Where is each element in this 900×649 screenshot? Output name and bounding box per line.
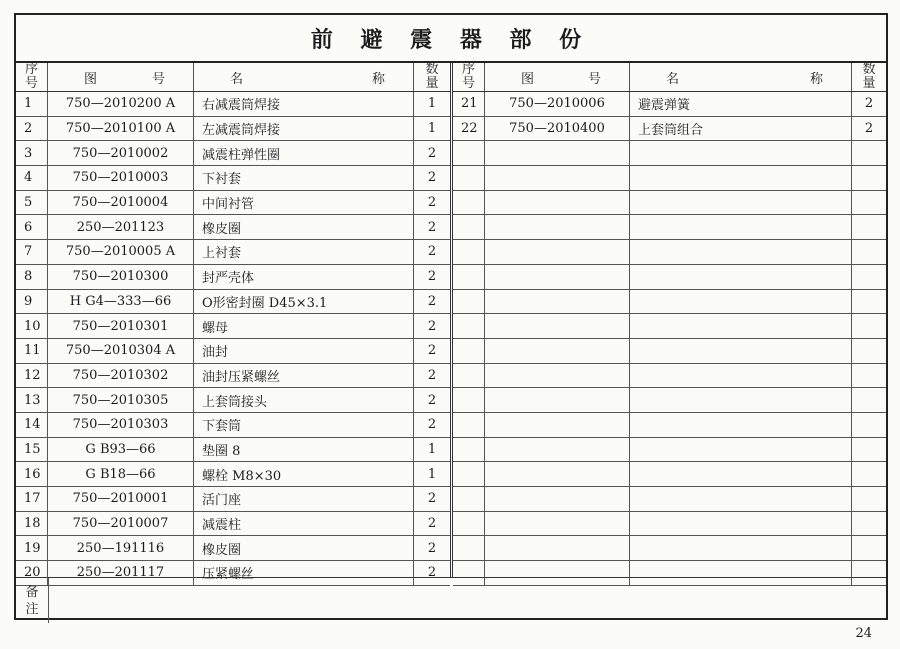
cell-drawing-no: 250—191116 (48, 536, 194, 560)
cell-seq (453, 290, 485, 314)
cell-qty (852, 265, 886, 289)
table-row (453, 290, 886, 315)
cell-name (630, 339, 852, 363)
parts-table-left (16, 63, 453, 583)
cell-seq: 11 (16, 339, 48, 363)
table-row (453, 240, 886, 265)
cell-seq (453, 413, 485, 437)
table-row (16, 215, 450, 240)
cell-name (630, 364, 852, 388)
cell-qty: 2 (427, 145, 437, 161)
cell-seq: 16 (16, 462, 48, 486)
page-number: 24 (855, 626, 872, 641)
header-drawing-no: 图 号 (48, 63, 194, 91)
cell-qty: 1 (427, 96, 437, 112)
cell-seq: 19 (16, 536, 48, 560)
cell-drawing-no: 750—2010001 (48, 487, 194, 511)
cell-drawing-no: 750—2010303 (48, 413, 194, 437)
cell-name: 下套筒 (194, 413, 414, 437)
cell-name: 下衬套 (194, 166, 414, 190)
cell-drawing-no: 750—2010304 A (48, 339, 194, 363)
cell-drawing-no: 250—201123 (48, 215, 194, 239)
cell-name: 橡皮圈 (194, 536, 414, 560)
table-row (453, 536, 886, 561)
cell-name (630, 487, 852, 511)
cell-drawing-no (485, 462, 630, 486)
cell-drawing-no: G B93—66 (48, 438, 194, 462)
cell-seq: 5 (16, 191, 48, 215)
cell-drawing-no (485, 413, 630, 437)
cell-qty: 1 (427, 466, 437, 482)
cell-drawing-no: 750—2010005 A (48, 240, 194, 264)
cell-name (630, 438, 852, 462)
table-row (16, 487, 450, 512)
cell-drawing-no (485, 215, 630, 239)
table-row (16, 141, 450, 166)
cell-seq (453, 462, 485, 486)
cell-drawing-no (485, 290, 630, 314)
cell-qty: 2 (427, 318, 437, 334)
cell-name: 左减震筒焊接 (194, 117, 414, 141)
cell-seq (453, 314, 485, 338)
cell-seq: 12 (16, 364, 48, 388)
table-row (16, 117, 450, 142)
table-row (453, 364, 886, 389)
cell-seq: 22 (453, 117, 485, 141)
cell-seq (453, 265, 485, 289)
header-qty: 数 量 (425, 63, 439, 91)
cell-name: 封严壳体 (194, 265, 414, 289)
cell-seq (453, 141, 485, 165)
table-row (16, 536, 450, 561)
cell-name (630, 240, 852, 264)
cell-seq (453, 512, 485, 536)
cell-name: 油封 (194, 339, 414, 363)
cell-qty: 1 (427, 121, 437, 137)
cell-name: O形密封圈 D45×3.1 (194, 290, 414, 314)
table-row (453, 339, 886, 364)
cell-name (630, 290, 852, 314)
table-row (16, 265, 450, 290)
cell-drawing-no: 750—2010003 (48, 166, 194, 190)
remarks-label: 备 注 (16, 578, 49, 623)
cell-qty (852, 487, 886, 511)
cell-drawing-no (485, 240, 630, 264)
table-row (16, 290, 450, 315)
cell-seq: 8 (16, 265, 48, 289)
cell-qty: 2 (864, 121, 874, 137)
cell-qty (852, 240, 886, 264)
cell-seq (453, 388, 485, 412)
cell-qty: 2 (427, 367, 437, 383)
cell-name (630, 413, 852, 437)
cell-name (630, 215, 852, 239)
table-header (453, 63, 886, 92)
table-row (453, 117, 886, 142)
table-row (16, 240, 450, 265)
cell-seq: 21 (453, 92, 485, 116)
cell-seq: 13 (16, 388, 48, 412)
table-row (16, 388, 450, 413)
table-row (453, 388, 886, 413)
cell-seq (453, 536, 485, 560)
cell-qty (852, 536, 886, 560)
table-row (453, 166, 886, 191)
table-row (16, 512, 450, 537)
parts-table-right (453, 63, 886, 577)
cell-drawing-no (485, 166, 630, 190)
cell-drawing-no: 750—2010305 (48, 388, 194, 412)
table-row (16, 92, 450, 117)
cell-drawing-no (485, 536, 630, 560)
cell-qty: 2 (427, 417, 437, 433)
cell-qty: 2 (427, 195, 437, 211)
cell-seq: 2 (16, 117, 48, 141)
cell-qty (852, 166, 886, 190)
cell-drawing-no: 750—2010002 (48, 141, 194, 165)
cell-name (630, 314, 852, 338)
table-body-left (16, 92, 450, 586)
cell-drawing-no: 750—2010400 (485, 117, 630, 141)
page-title: 前 避 震 器 部 份 (16, 15, 886, 63)
table-row (453, 215, 886, 240)
table-row (16, 364, 450, 389)
cell-name: 上套筒接头 (194, 388, 414, 412)
cell-drawing-no: 750—2010007 (48, 512, 194, 536)
cell-qty: 2 (427, 244, 437, 260)
remarks-text (49, 578, 886, 623)
cell-seq (453, 166, 485, 190)
cell-name: 避震弹簧 (630, 92, 852, 116)
cell-qty: 2 (427, 343, 437, 359)
table-row (453, 438, 886, 463)
cell-name (630, 388, 852, 412)
table-row (453, 191, 886, 216)
cell-qty: 2 (427, 540, 437, 556)
cell-name: 中间衬管 (194, 191, 414, 215)
cell-name (630, 462, 852, 486)
cell-drawing-no (485, 438, 630, 462)
cell-drawing-no: 750—2010200 A (48, 92, 194, 116)
cell-seq (453, 215, 485, 239)
table-row (453, 487, 886, 512)
cell-drawing-no: 750—2010302 (48, 364, 194, 388)
cell-seq: 18 (16, 512, 48, 536)
remarks-row (16, 578, 886, 623)
cell-drawing-no (485, 388, 630, 412)
cell-name (630, 141, 852, 165)
cell-qty (852, 413, 886, 437)
cell-name: 活门座 (194, 487, 414, 511)
header-qty: 数 量 (862, 63, 876, 91)
cell-seq: 6 (16, 215, 48, 239)
cell-seq: 3 (16, 141, 48, 165)
cell-seq: 15 (16, 438, 48, 462)
header-name: 名 称 (194, 63, 414, 91)
cell-qty (852, 290, 886, 314)
cell-qty (852, 215, 886, 239)
table-row (453, 462, 886, 487)
cell-qty: 2 (427, 219, 437, 235)
cell-seq: 7 (16, 240, 48, 264)
cell-seq: 20 (16, 561, 48, 585)
cell-seq (453, 487, 485, 511)
cell-name: 垫圈 8 (194, 438, 414, 462)
cell-seq (453, 438, 485, 462)
cell-qty: 2 (427, 491, 437, 507)
table-header (16, 63, 450, 92)
cell-qty (852, 438, 886, 462)
cell-seq: 4 (16, 166, 48, 190)
cell-qty: 2 (427, 565, 437, 581)
table-row (16, 413, 450, 438)
table-row (453, 92, 886, 117)
cell-qty (852, 388, 886, 412)
cell-qty: 1 (427, 441, 437, 457)
cell-name: 减震柱弹性圈 (194, 141, 414, 165)
table-row (453, 413, 886, 438)
cell-seq: 14 (16, 413, 48, 437)
cell-drawing-no (485, 191, 630, 215)
cell-seq: 9 (16, 290, 48, 314)
table-row (16, 314, 450, 339)
cell-drawing-no (485, 512, 630, 536)
cell-drawing-no: 750—2010004 (48, 191, 194, 215)
cell-seq (453, 364, 485, 388)
cell-drawing-no: 750—2010006 (485, 92, 630, 116)
header-name: 名 称 (630, 63, 852, 91)
cell-name (630, 191, 852, 215)
table-row (453, 265, 886, 290)
cell-qty: 2 (427, 392, 437, 408)
cell-name (630, 265, 852, 289)
cell-qty (852, 141, 886, 165)
table-row (16, 191, 450, 216)
cell-name: 油封压紧螺丝 (194, 364, 414, 388)
table-row (16, 462, 450, 487)
cell-name (630, 536, 852, 560)
cell-seq (453, 339, 485, 363)
header-drawing-no: 图 号 (485, 63, 630, 91)
cell-drawing-no: 750—2010300 (48, 265, 194, 289)
cell-seq: 1 (16, 92, 48, 116)
table-row (453, 512, 886, 537)
table-body-right (453, 92, 886, 586)
table-row (16, 339, 450, 364)
cell-drawing-no (485, 487, 630, 511)
parts-table (16, 63, 886, 583)
cell-qty (852, 314, 886, 338)
parts-list-sheet (14, 13, 888, 620)
header-seq: 序 号 (16, 63, 48, 91)
cell-drawing-no: 250—201117 (48, 561, 194, 585)
cell-name: 橡皮圈 (194, 215, 414, 239)
cell-drawing-no (485, 339, 630, 363)
cell-name (630, 512, 852, 536)
cell-seq (453, 240, 485, 264)
cell-qty: 2 (864, 96, 874, 112)
table-row (16, 438, 450, 463)
table-row (453, 314, 886, 339)
cell-name: 压紧螺丝 (194, 561, 414, 585)
table-row (453, 141, 886, 166)
cell-seq: 17 (16, 487, 48, 511)
cell-drawing-no: G B18—66 (48, 462, 194, 486)
cell-qty: 2 (427, 293, 437, 309)
cell-name: 上衬套 (194, 240, 414, 264)
cell-qty (852, 364, 886, 388)
cell-qty: 2 (427, 170, 437, 186)
cell-qty: 2 (427, 269, 437, 285)
cell-qty (852, 512, 886, 536)
header-seq: 序 号 (453, 63, 485, 91)
cell-name (630, 166, 852, 190)
cell-qty (852, 339, 886, 363)
cell-drawing-no (485, 265, 630, 289)
cell-name: 螺母 (194, 314, 414, 338)
cell-drawing-no: H G4—333—66 (48, 290, 194, 314)
cell-drawing-no: 750—2010100 A (48, 117, 194, 141)
cell-qty (852, 191, 886, 215)
cell-name: 上套筒组合 (630, 117, 852, 141)
cell-name: 减震柱 (194, 512, 414, 536)
cell-drawing-no: 750—2010301 (48, 314, 194, 338)
cell-drawing-no (485, 364, 630, 388)
cell-drawing-no (485, 314, 630, 338)
cell-seq: 10 (16, 314, 48, 338)
cell-qty (852, 462, 886, 486)
cell-qty: 2 (427, 516, 437, 532)
cell-drawing-no (485, 141, 630, 165)
table-row (16, 166, 450, 191)
cell-name: 右减震筒焊接 (194, 92, 414, 116)
cell-seq (453, 191, 485, 215)
cell-name: 螺栓 M8×30 (194, 462, 414, 486)
